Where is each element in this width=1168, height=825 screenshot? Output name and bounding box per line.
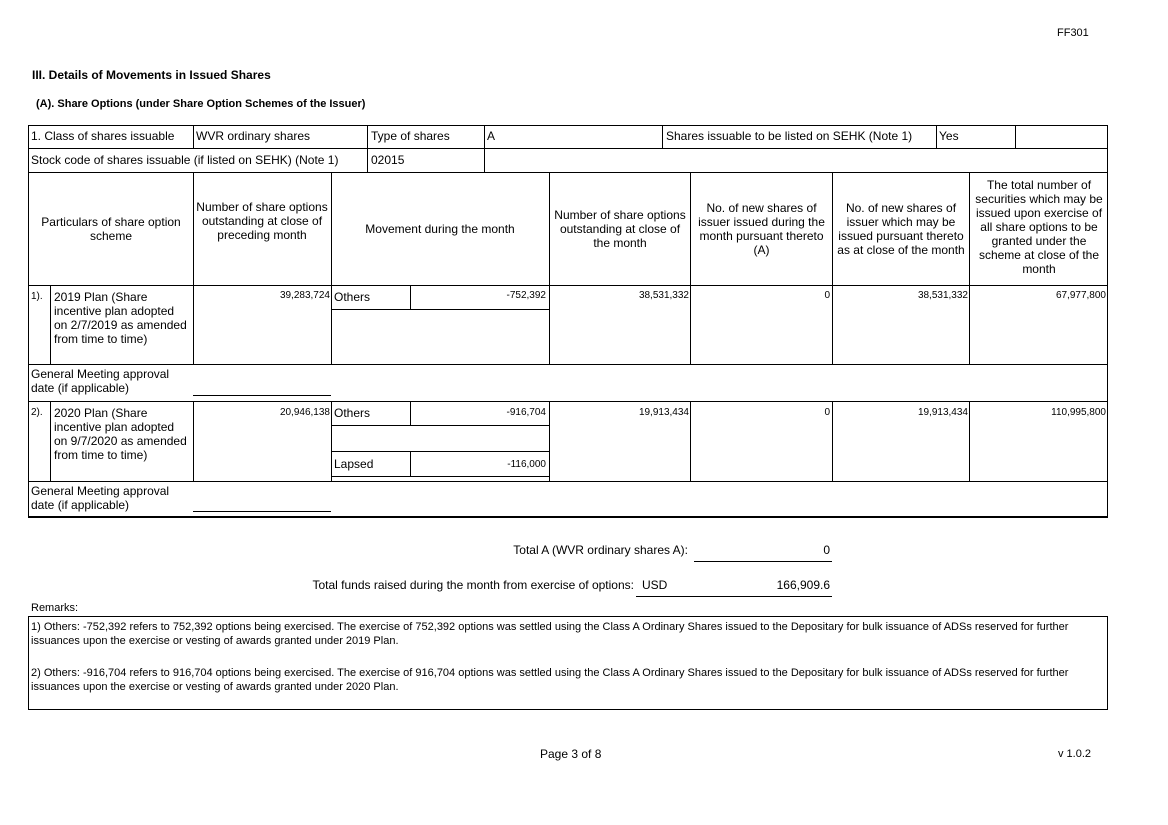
section-title: III. Details of Movements in Issued Shares xyxy=(32,68,271,82)
page-number: Page 3 of 8 xyxy=(540,747,602,761)
plan-name: 2019 Plan (Share incentive plan adopted on 2/7/2019 as amended from time to time) xyxy=(54,290,187,346)
funds-currency: USD xyxy=(642,578,668,592)
header-new-shares-issued: No. of new shares of issuer issued during the month pursuant thereto (A) xyxy=(698,201,825,257)
header-particulars: Particulars of share option scheme xyxy=(41,215,181,243)
outstanding-close: 19,913,434 xyxy=(638,407,689,418)
movement-value: -752,392 xyxy=(506,290,546,301)
new-shares-issued: 0 xyxy=(824,290,830,301)
outstanding-preceding: 20,946,138 xyxy=(279,407,330,418)
stock-code-label: Stock code of shares issuable (if listed on SEHK) (Note 1) xyxy=(31,153,339,167)
header-outstanding-preceding: Number of share options outstanding at close of preceding month xyxy=(196,200,328,242)
remark-item: 1) Others: -752,392 refers to 752,392 options being exercised. The exercise of 752,392 options was settled using the Class A Ordinary Shares issued to the Depositary for bulk issuance of ADSs reserved for further issuances upon the exercise or vesting of awards granted under 2019 Plan. xyxy=(31,621,1069,647)
funds-value: 166,909.6 xyxy=(776,578,830,592)
gm-approval-label: General Meeting approval date (if applicable) xyxy=(31,484,170,512)
header-total-securities: The total number of securities which may be issued upon exercise of all share options to be granted under the scheme at close of the month xyxy=(975,178,1103,276)
header-outstanding-close: Number of share options outstanding at close of the month xyxy=(554,208,686,250)
outstanding-close: 38,531,332 xyxy=(638,290,689,301)
stock-code-value: 02015 xyxy=(371,153,405,167)
remark-item: 2) Others: -916,704 refers to 916,704 options being exercised. The exercise of 916,704 options was settled using the Class A Ordinary Shares issued to the Depositary for bulk issuance of ADSs reserved for further issuances upon the exercise or vesting of awards granted under 2020 Plan. xyxy=(31,667,1069,693)
total-a-value: 0 xyxy=(823,543,830,557)
listed-value: Yes xyxy=(939,129,959,143)
header-movement: Movement during the month xyxy=(365,222,515,236)
outstanding-preceding: 39,283,724 xyxy=(279,290,330,301)
new-shares-may-issue: 19,913,434 xyxy=(917,407,968,418)
type-value: A xyxy=(487,129,496,143)
version: v 1.0.2 xyxy=(1058,748,1092,760)
gm-approval-label: General Meeting approval date (if applicable) xyxy=(31,367,170,395)
plan-index: 2). xyxy=(31,407,43,418)
plan-index: 1). xyxy=(31,291,43,302)
listed-label: Shares issuable to be listed on SEHK (Note 1) xyxy=(666,129,913,143)
total-securities: 110,995,800 xyxy=(1051,407,1106,418)
header-new-shares-may-issue: No. of new shares of issuer which may be issued pursuant thereto as at close of the month xyxy=(837,201,965,257)
type-label: Type of shares xyxy=(371,129,450,143)
total-securities: 67,977,800 xyxy=(1055,290,1106,301)
remarks-label: Remarks: xyxy=(31,602,79,614)
form-code: FF301 xyxy=(1057,27,1089,39)
remarks-box xyxy=(28,616,1108,710)
movement-type: Others xyxy=(334,290,371,304)
movement-type: Lapsed xyxy=(334,457,374,471)
class-value: WVR ordinary shares xyxy=(196,129,311,143)
funds-label: Total funds raised during the month from exercise of options: xyxy=(312,578,634,592)
subsection-title: (A). Share Options (under Share Option Schemes of the Issuer) xyxy=(36,98,366,110)
new-shares-issued: 0 xyxy=(824,407,830,418)
movement-type: Others xyxy=(334,406,371,420)
class-label: 1. Class of shares issuable xyxy=(31,129,175,143)
plan-name: 2020 Plan (Share incentive plan adopted on 9/7/2020 as amended from time to time) xyxy=(54,406,187,462)
movement-value: -116,000 xyxy=(507,459,546,470)
movement-value: -916,704 xyxy=(506,407,546,418)
new-shares-may-issue: 38,531,332 xyxy=(917,290,968,301)
total-a-label: Total A (WVR ordinary shares A): xyxy=(513,543,688,557)
